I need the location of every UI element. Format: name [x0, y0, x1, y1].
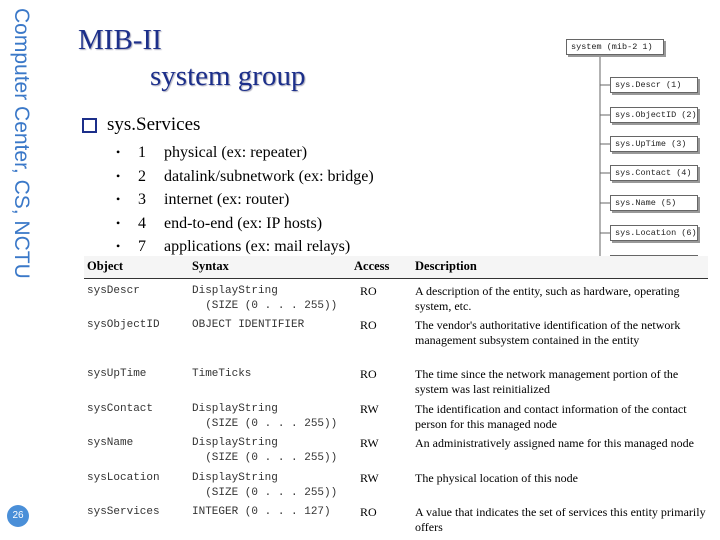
cell-access: RO [360, 367, 377, 381]
tree-node-sysuptime: sys.UpTime (3) [610, 136, 698, 152]
cell-description: A description of the entity, such as hardware, operating system, etc. [415, 284, 680, 313]
cell-syntax: DisplayString (SIZE (0 . . . 255)) [192, 285, 338, 312]
bullet-dot-icon: • [116, 239, 121, 253]
table-header-background [84, 256, 708, 278]
column-header-object: Object [87, 259, 124, 273]
service-label: internet (ex: router) [164, 191, 290, 208]
cell-description: The time since the network management portion of the system was last reinitialized [415, 367, 679, 396]
bullet-dot-icon: • [116, 192, 121, 206]
cell-syntax: DisplayString (SIZE (0 . . . 255)) [192, 403, 338, 430]
slide-title-line1: MIB-II [78, 24, 162, 56]
cell-syntax: DisplayString (SIZE (0 . . . 255)) [192, 437, 338, 464]
page-number-badge: 26 [7, 505, 29, 527]
service-value: 4 [138, 214, 146, 232]
slide-title-line2: system group [150, 60, 306, 92]
tree-node-syslocation: sys.Location (6) [610, 225, 698, 241]
cell-syntax: OBJECT IDENTIFIER [192, 319, 305, 331]
tree-node-sysdescr: sys.Descr (1) [610, 77, 698, 93]
cell-object: sysName [87, 437, 134, 449]
bullet-dot-icon: • [116, 145, 121, 159]
cell-access: RO [360, 318, 377, 332]
cell-description: The physical location of this node [415, 471, 578, 485]
cell-object: sysObjectID [87, 319, 160, 331]
service-value: 3 [138, 191, 146, 208]
column-header-description: Description [415, 259, 477, 273]
service-label: physical (ex: repeater) [164, 144, 308, 161]
cell-description: A value that indicates the set of services this entity primarily offers [415, 505, 706, 534]
service-value: 7 [138, 238, 146, 255]
cell-object: sysUpTime [87, 368, 147, 380]
column-header-access: Access [354, 259, 390, 273]
column-header-syntax: Syntax [192, 259, 229, 273]
service-label: applications (ex: mail relays) [164, 238, 351, 255]
service-value: 1 [138, 144, 146, 161]
bullet-dot-icon: • [116, 215, 121, 230]
cell-object: sysContact [87, 403, 154, 415]
cell-object: sysServices [87, 506, 160, 518]
cell-access: RO [360, 505, 377, 519]
cell-access: RW [360, 402, 379, 416]
tree-node-sysname: sys.Name (5) [610, 195, 698, 211]
cell-description: An administratively assigned name for this managed node [415, 436, 694, 450]
cell-description: The vendor's authoritative identification of the network management subsystem contained in the entity [415, 318, 681, 347]
object-table [84, 256, 708, 540]
cell-access: RO [360, 284, 377, 298]
tree-root-node: system (mib-2 1) [566, 39, 664, 55]
service-label: datalink/subnetwork (ex: bridge) [164, 167, 374, 185]
cell-description: The identification and contact information of the contact person for this managed node [415, 402, 687, 431]
cell-syntax: INTEGER (0 . . . 127) [192, 506, 331, 518]
cell-object: sysLocation [87, 472, 160, 484]
tree-node-sysobjectid: sys.ObjectID (2) [610, 107, 698, 123]
sidebar-title: Computer Center, CS, NCTU [10, 8, 33, 279]
service-value: 2 [138, 167, 146, 185]
cell-syntax: DisplayString (SIZE (0 . . . 255)) [192, 472, 338, 499]
service-label: end-to-end (ex: IP hosts) [164, 214, 323, 232]
cell-access: RW [360, 471, 379, 485]
cell-object: sysDescr [87, 285, 140, 297]
tree-node-syscontact: sys.Contact (4) [610, 165, 698, 181]
cell-access: RW [360, 436, 379, 450]
header-divider [84, 278, 708, 279]
bullet-dot-icon: • [116, 168, 121, 183]
bullet-heading-text: sys.Services [107, 114, 201, 135]
cell-syntax: TimeTicks [192, 368, 252, 380]
